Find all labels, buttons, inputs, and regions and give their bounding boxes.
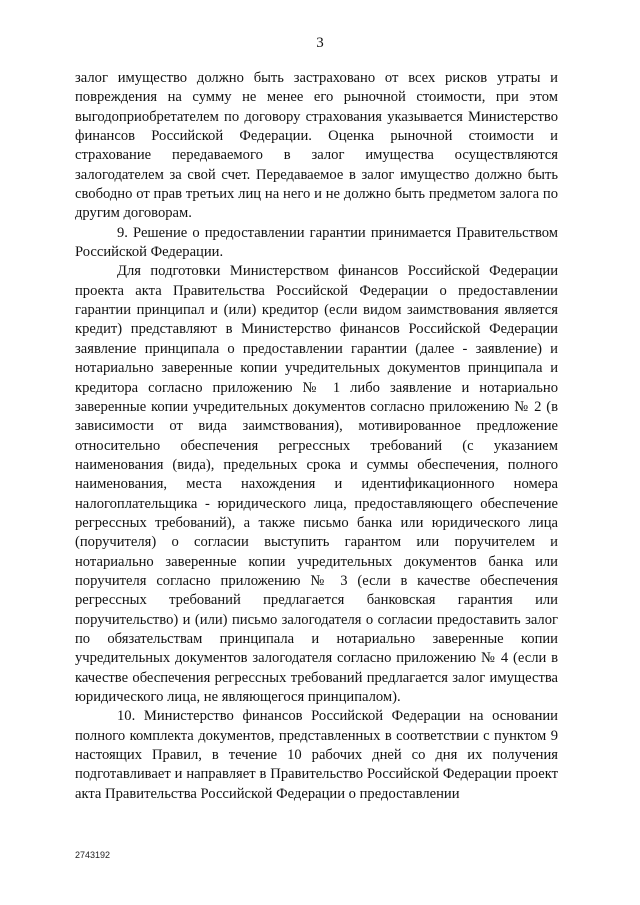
paragraph-item-9: 9. Решение о предоставлении гарантии принимается Правительством Российской Федерации. (75, 224, 558, 261)
paragraph-continuation: залог имущество должно быть застраховано от всех рисков утраты и повреждения на сумму не менее его рыночной стоимости, при этом выгодоприобретателем по договору страхования указывается Министерство финансов Российской Федерации. Оценка рыночной стоимости и страхование передаваемого в залог имущества осуществляются залогодателем за свой счет. Передаваемое в залог имущество должно быть свободно от прав третьих лиц на него и не должно быть предметом залога по другим договорам. (75, 70, 558, 222)
document-body (75, 69, 558, 804)
document-code: 2743192 (75, 850, 111, 860)
paragraph-item-10: 10. Министерство финансов Российской Федерации на основании полного комплекта документов, представленных в соответствии с пунктом 9 настоящих Правил, в течение 10 рабочих дней со дня их получения подготавливает и направляет в Правительство Российской Федерации проект акта Правительства Российской Федерации о предоставлении (75, 708, 558, 802)
page-number: 3 (316, 35, 324, 51)
paragraph-preparation: Для подготовки Министерством финансов Российской Федерации проекта акта Правительства Российской Федерации о предоставлении гарантии принципал и (или) кредитор (если видом заимствования является кредит) представляют в Министерство финансов Российской Федерации заявление принципала о предоставлении гарантии (далее - заявление) и нотариально заверенные копии учредительных документов принципала и кредитора согласно приложению № 1 либо заявление и нотариально заверенные копии учредительных документов согласно приложению № 2 (в зависимости от вида заимствования), мотивированное предложение относительно обеспечения регрессных требований (с указанием наименования (вида), предельных срока и суммы обеспечения, полного наименования, места нахождения и идентификационного номера налогоплательщика - юридического лица, предоставляющего обеспечение регрессных требований), а также письмо банка или юридического лица (поручителя) о согласии выступить гарантом или поручителем и нотариально заверенные копии учредительных документов банка или поручителя согласно приложению № 3 (если в качестве обеспечения регрессных требований предлагается банковская гарантия или поручительство) и (или) письмо залогодателя о согласии предоставить залог по обязательствам принципала и нотариально заверенные копии учредительных документов залогодателя согласно приложению № 4 (если в качестве обеспечения регрессных требований предлагается залог имущества юридического лица, не являющегося принципалом). (75, 263, 558, 705)
